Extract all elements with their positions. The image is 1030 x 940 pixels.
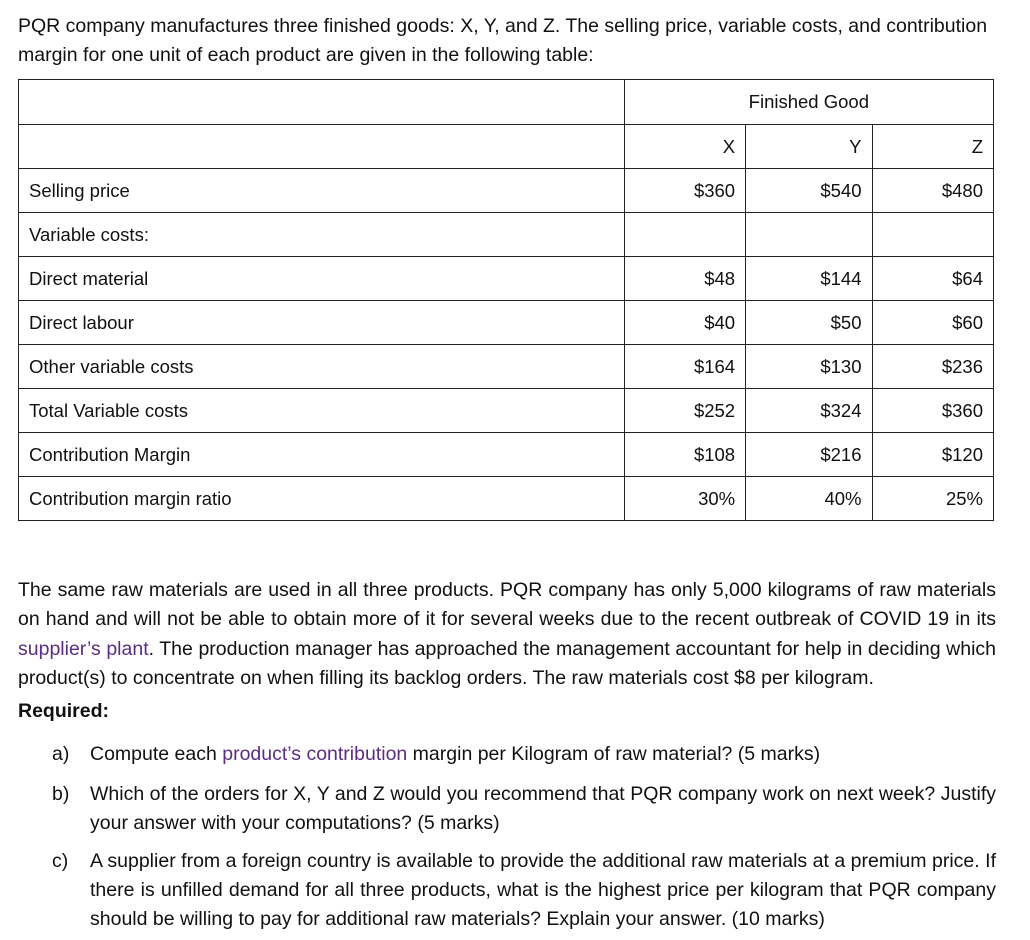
- value-x: $108: [624, 433, 745, 477]
- value-x: $48: [624, 257, 745, 301]
- value-x: $40: [624, 301, 745, 345]
- row-label: Direct labour: [19, 301, 625, 345]
- header-empty-cell: [19, 80, 625, 125]
- row-label: Contribution Margin: [19, 433, 625, 477]
- question-marker: c): [52, 850, 69, 872]
- question-marker: b): [52, 783, 70, 805]
- table-row: [19, 477, 994, 521]
- table-header-row: [19, 80, 994, 125]
- column-header-x: X: [624, 125, 745, 169]
- value-z: 25%: [872, 477, 993, 521]
- table-row: [19, 389, 994, 433]
- value-z: $60: [872, 301, 993, 345]
- value-z: [872, 213, 993, 257]
- column-header-z: Z: [872, 125, 993, 169]
- question-text: A supplier from a foreign country is available to provide the additional raw materials at a premium price. If there is unfilled demand for all three products, what is the highest price per kilogram that PQR company should be willing to pay for additional raw materials? Explain your answer. (10 marks): [90, 850, 996, 930]
- table-row: [19, 169, 994, 213]
- table-row: [19, 433, 994, 477]
- question-text: Which of the orders for X, Y and Z would you recommend that PQR company work on next week? Justify your answer with your computations? (5 marks): [90, 783, 996, 834]
- value-y: 40%: [746, 477, 872, 521]
- row-label: Selling price: [19, 169, 625, 213]
- column-header-row: [19, 125, 994, 169]
- question-c: [52, 847, 996, 934]
- question-text-start: Compute each: [90, 743, 223, 765]
- column-header-empty: [19, 125, 625, 169]
- table-row: [19, 213, 994, 257]
- finished-goods-table: [18, 79, 994, 521]
- question-text-end: margin per Kilogram of raw material? (5 marks): [407, 743, 821, 765]
- table-row: [19, 257, 994, 301]
- value-z: $236: [872, 345, 993, 389]
- value-x: 30%: [624, 477, 745, 521]
- value-x: $252: [624, 389, 745, 433]
- table-row: [19, 345, 994, 389]
- finished-good-header: Finished Good: [624, 80, 993, 125]
- scenario-text-end: . The production manager has approached the management accountant for help in deciding which product(s) to concentrate on when filling its backlog orders. The raw materials cost $8 per kilogram.: [18, 637, 996, 689]
- value-x: $164: [624, 345, 745, 389]
- value-z: $480: [872, 169, 993, 213]
- value-y: $130: [746, 345, 872, 389]
- value-z: $64: [872, 257, 993, 301]
- intro-text: PQR company manufactures three finished goods: X, Y, and Z. The selling price, variable costs, and contribution margin for one unit of each product are given in the following table:: [18, 15, 988, 66]
- value-y: [746, 213, 872, 257]
- scenario-paragraph: [18, 576, 996, 693]
- row-label: Direct material: [19, 257, 625, 301]
- question-a: [52, 740, 996, 769]
- value-z: $120: [872, 433, 993, 477]
- product-contribution-highlight: product’s contribution: [222, 743, 408, 765]
- table-row: [19, 301, 994, 345]
- value-y: $144: [746, 257, 872, 301]
- value-x: [624, 213, 745, 257]
- value-y: $540: [746, 169, 872, 213]
- required-heading: Required:: [18, 700, 110, 722]
- question-b: [52, 780, 996, 838]
- value-y: $50: [746, 301, 872, 345]
- value-x: $360: [624, 169, 745, 213]
- column-header-y: Y: [746, 125, 872, 169]
- value-y: $216: [746, 433, 872, 477]
- row-label: Variable costs:: [19, 213, 625, 257]
- question-text: [90, 740, 996, 769]
- row-label: Contribution margin ratio: [19, 477, 625, 521]
- supplier-plant-highlight: supplier’s plant: [18, 637, 149, 660]
- row-label: Total Variable costs: [19, 389, 625, 433]
- row-label: Other variable costs: [19, 345, 625, 389]
- scenario-text-start: The same raw materials are used in all three products. PQR company has only 5,000 kilograms of raw materials on hand and will not be able to obtain more of it for several weeks due to the recent outbreak of COVID 19 in its: [18, 579, 996, 631]
- question-marker: a): [52, 743, 70, 765]
- value-z: $360: [872, 389, 993, 433]
- value-y: $324: [746, 389, 872, 433]
